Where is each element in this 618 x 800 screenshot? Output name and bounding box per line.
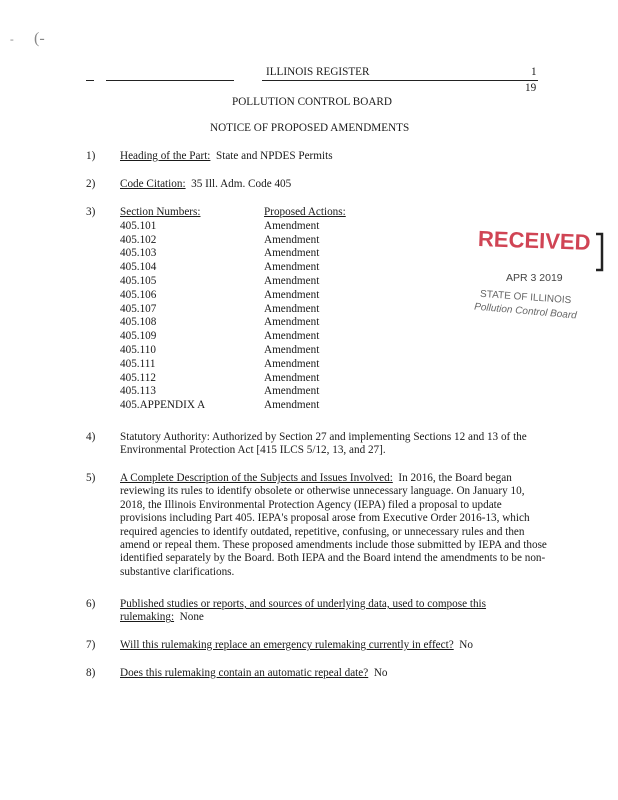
proposed-action: Amendment xyxy=(264,233,320,246)
item-value: 35 Ill. Adm. Code 405 xyxy=(191,178,292,190)
proposed-action: Amendment xyxy=(264,371,320,384)
proposed-action: Amendment xyxy=(264,247,320,260)
sections-column xyxy=(120,206,205,413)
item-number: 3) xyxy=(86,206,96,218)
item-8-line xyxy=(120,667,388,679)
proposed-action: Amendment xyxy=(264,274,320,287)
item-value: State and NPDES Permits xyxy=(216,150,333,162)
proposed-action: Amendment xyxy=(264,343,320,356)
section-number: 405.110 xyxy=(120,343,156,356)
proposed-action: Amendment xyxy=(264,316,320,329)
section-number: 405.106 xyxy=(120,288,157,301)
stamp-line-2: Pollution Control Board xyxy=(473,301,578,322)
proposed-action: Amendment xyxy=(264,357,320,370)
section-number: 405.112 xyxy=(120,371,156,384)
section-number: 405.105 xyxy=(120,274,157,287)
received-text: RECEIVED xyxy=(477,226,591,255)
proposed-action: Amendment xyxy=(264,219,320,232)
item-5-paragraph xyxy=(120,472,550,579)
scan-mark: (- xyxy=(34,30,45,47)
item-number: 8) xyxy=(86,667,96,679)
section-number: 405.107 xyxy=(120,302,157,315)
header-rule-right xyxy=(262,80,538,81)
notice-title: NOTICE OF PROPOSED AMENDMENTS xyxy=(210,122,410,134)
item-label: A Complete Description of the Subjects and Issues Involved: xyxy=(120,472,393,484)
proposed-action: Amendment xyxy=(264,302,320,315)
actions-header: Proposed Actions: xyxy=(264,206,346,218)
sections-header: Section Numbers: xyxy=(120,206,201,218)
agency-name: POLLUTION CONTROL BOARD xyxy=(232,96,392,108)
section-number: 405.104 xyxy=(120,261,157,274)
proposed-action: Amendment xyxy=(264,261,320,274)
item-label: Does this rulemaking contain an automatic repeal date? xyxy=(120,667,369,679)
item-label: Will this rulemaking replace an emergency rulemaking currently in effect? xyxy=(120,639,454,651)
section-number: 405.101 xyxy=(120,219,157,232)
item-number: 7) xyxy=(86,639,96,651)
received-stamp xyxy=(478,226,606,276)
item-label: Code Citation: xyxy=(120,178,186,190)
item-number: 4) xyxy=(86,431,96,443)
item-number: 2) xyxy=(86,178,96,190)
register-title: ILLINOIS REGISTER xyxy=(266,66,370,78)
proposed-action: Amendment xyxy=(264,330,320,343)
section-number: 405.APPENDIX A xyxy=(120,399,206,412)
header-rule-left-tick xyxy=(86,80,94,81)
item-value: No xyxy=(373,667,388,679)
section-number: 405.111 xyxy=(120,357,156,370)
item-2-line xyxy=(120,178,291,190)
item-value: None xyxy=(179,611,204,624)
item-number: 1) xyxy=(86,150,96,162)
received-date: APR 3 2019 xyxy=(506,272,563,284)
item-4-text: Statutory Authority: Authorized by Section 27 and implementing Sections 12 and 13 of the Environmental Protection Act [415 ILCS 5/12, 13, and 27]. xyxy=(120,431,527,457)
proposed-action: Amendment xyxy=(264,399,320,412)
proposed-action: Amendment xyxy=(264,385,320,398)
stamp-line-1: STATE OF ILLINOIS xyxy=(479,288,572,307)
item-number: 5) xyxy=(86,472,96,484)
header-rule-left xyxy=(106,80,234,81)
actions-column xyxy=(264,206,346,413)
item-7-line xyxy=(120,639,473,651)
item-value: No xyxy=(459,639,473,651)
section-number: 405.103 xyxy=(120,247,157,260)
section-number: 405.113 xyxy=(120,385,156,398)
issue-number: 19 xyxy=(525,82,537,94)
item-1-line xyxy=(120,150,333,162)
page-number: 1 xyxy=(531,66,537,78)
item-label: Heading of the Part: xyxy=(120,150,211,162)
section-number: 405.108 xyxy=(120,316,157,329)
proposed-action: Amendment xyxy=(264,288,320,301)
item-number: 6) xyxy=(86,598,96,610)
scan-dot: - xyxy=(10,34,14,46)
item-text: In 2016, the Board began reviewing its rules to identify obsolete or otherwise unnecessary language. On January 10, 2018, the Illinois Environmental Protection Agency (IEPA) filed a proposal to update provisions including Part 405. IEPA's proposal arose from Executive Order 2016-13, which required agencies to identify outdated, repetitive, confusing, or unnecessary rules and then amend or repeal them. These proposed amendments include those submitted by IEPA and those identified separately by the Board. Both IEPA and the Board intend the amendments to be non-substantive clarifications. xyxy=(120,472,547,578)
section-number: 405.102 xyxy=(120,233,157,246)
item-6-paragraph xyxy=(120,598,550,625)
section-number: 405.109 xyxy=(120,330,157,343)
item-label: Published studies or reports, and sources of underlying data, used to compose this rulemaking: xyxy=(120,598,487,624)
